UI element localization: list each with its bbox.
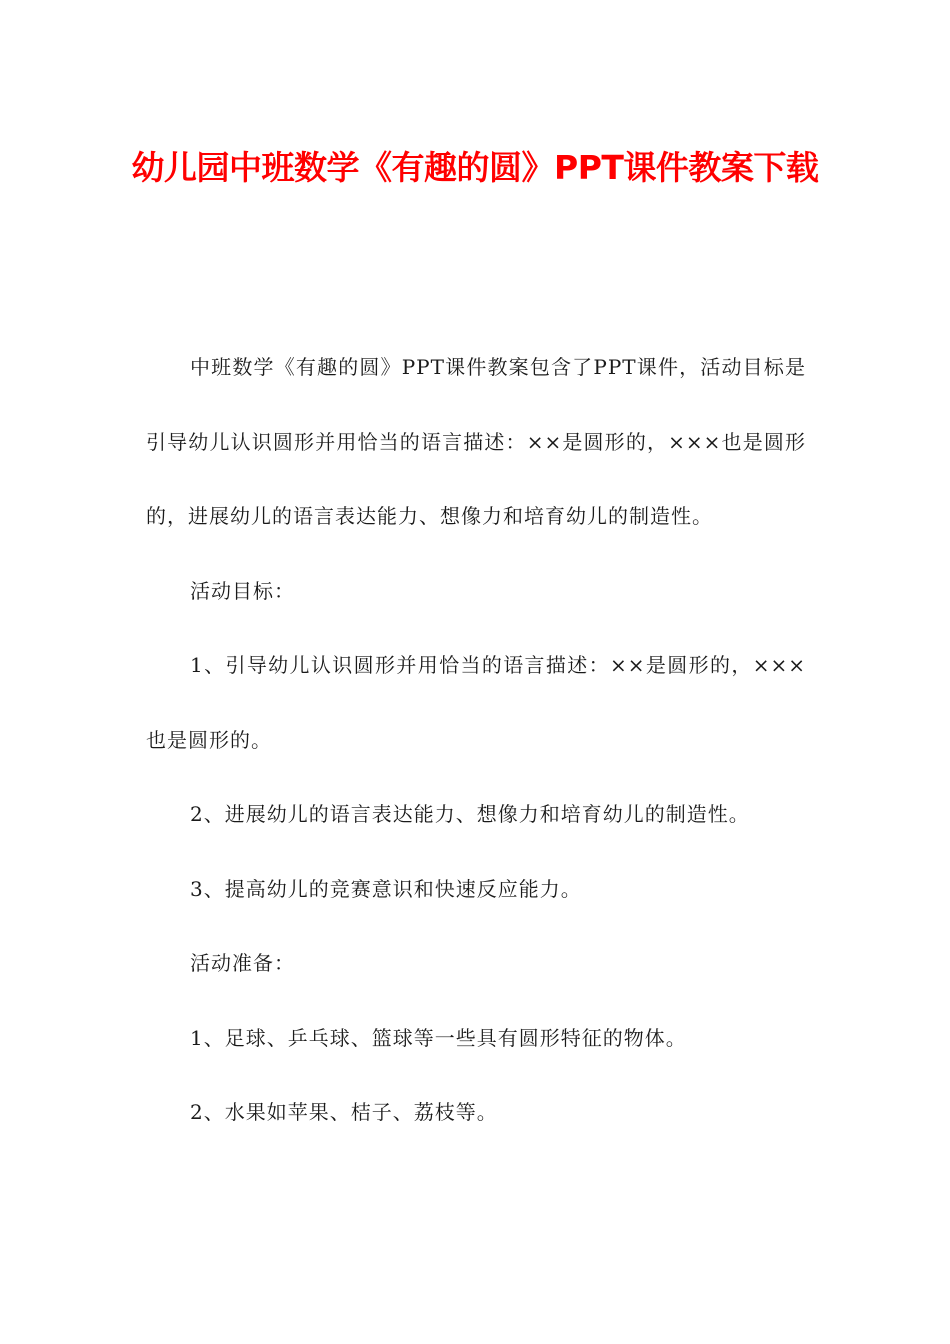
preparation-item-1: 1、足球、乒乓球、篮球等一些具有圆形特征的物体。 [190,1025,687,1050]
document-title: 幼儿园中班数学《有趣的圆》PPT课件教案下载 [131,148,819,187]
preparation-item-2: 2、水果如苹果、桔子、荔枝等。 [190,1100,498,1124]
preparation-heading: 活动准备： [190,951,295,975]
document-body [146,330,806,1150]
objective-item-2: 2、进展幼儿的语言表达能力、想像力和培育幼儿的制造性。 [190,802,750,826]
objective-item-3: 3、提高幼儿的竞赛意识和快速反应能力。 [190,876,582,901]
objective-item-1: 1、引导幼儿认识圆形并用恰当的语言描述：××是圆形的，×××也是圆形的。 [146,653,806,752]
intro-paragraph: 中班数学《有趣的圆》PPT课件教案包含了PPT课件，活动目标是引导幼儿认识圆形并用恰当的语言描述：××是圆形的，×××也是圆形的，进展幼儿的语言表达能力、想像力和培育幼儿的制造性。 [146,355,806,528]
objectives-heading: 活动目标： [190,578,295,603]
